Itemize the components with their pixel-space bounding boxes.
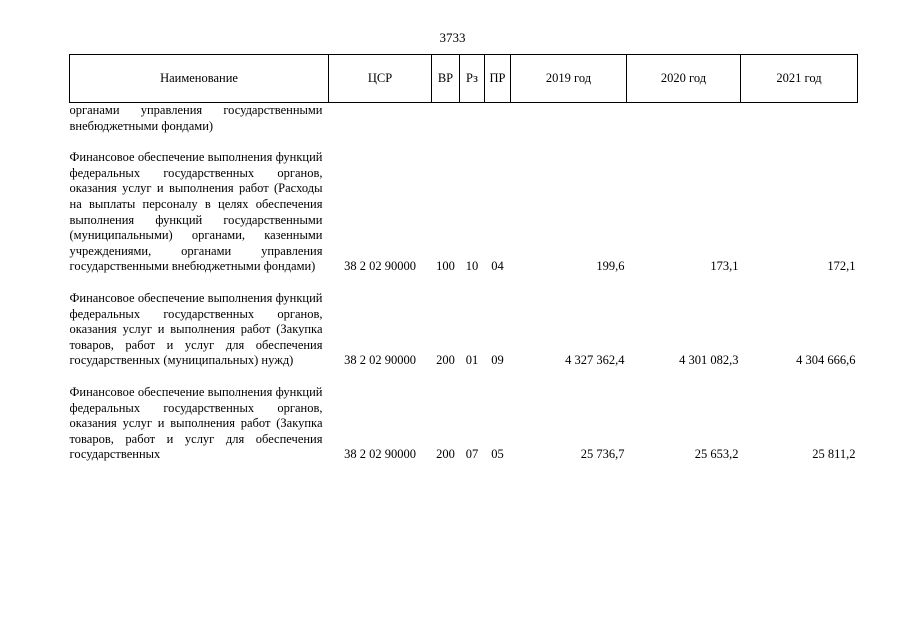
row-gap <box>70 369 858 385</box>
row-name: Финансовое обеспечение выполнения функций федеральных государственных органов, оказания услуг и выполнения работ (Расходы на выплаты персоналу в целях обеспечения выполнения функций государственными (муниципальными) органами, казенными учреждениями, органами управления государственными внебюджетными фондами) <box>69 150 323 274</box>
row-name: органами управления государственными внебюджетными фондами) <box>69 103 323 133</box>
row-2019: 199,6 <box>596 259 625 274</box>
row-2020: 173,1 <box>710 259 739 274</box>
row-csr: 38 2 02 90000 <box>344 353 416 368</box>
row-rz <box>460 103 485 135</box>
row-gap <box>70 275 858 291</box>
row-vr: 200 <box>436 447 455 462</box>
table-row <box>70 385 858 463</box>
row-2019: 4 327 362,4 <box>565 353 625 368</box>
table-row <box>70 150 858 275</box>
row-pr: 05 <box>491 447 504 462</box>
header-vr: ВР <box>432 55 460 103</box>
table-header-row <box>70 55 858 103</box>
row-csr <box>329 103 432 135</box>
header-2019: 2019 год <box>511 55 627 103</box>
row-2021 <box>741 103 858 135</box>
row-2019: 25 736,7 <box>580 447 625 462</box>
row-2020 <box>627 103 741 135</box>
budget-table <box>69 54 858 463</box>
header-rz: Рз <box>460 55 485 103</box>
row-rz: 07 <box>465 447 479 462</box>
header-2020: 2020 год <box>627 55 741 103</box>
header-csr: ЦСР <box>329 55 432 103</box>
row-name: Финансовое обеспечение выполнения функций федеральных государственных органов, оказания услуг и выполнения работ (Закупка товаров, работ и услуг для обеспечения государственных <box>69 384 323 462</box>
row-2021: 4 304 666,6 <box>796 353 856 368</box>
row-pr: 09 <box>491 353 504 368</box>
row-2021: 172,1 <box>827 259 856 274</box>
row-rz: 10 <box>465 259 479 274</box>
header-pr: ПР <box>485 55 511 103</box>
row-vr <box>432 103 460 135</box>
row-gap <box>70 134 858 150</box>
row-2021: 25 811,2 <box>812 447 856 462</box>
header-2021: 2021 год <box>741 55 858 103</box>
row-2020: 4 301 082,3 <box>679 353 739 368</box>
header-name: Наименование <box>70 55 329 103</box>
row-pr <box>485 103 511 135</box>
row-vr: 200 <box>436 353 455 368</box>
table-row <box>70 103 858 135</box>
row-vr: 100 <box>436 259 455 274</box>
row-2020: 25 653,2 <box>694 447 739 462</box>
page-number: 3733 <box>439 30 466 45</box>
row-csr: 38 2 02 90000 <box>344 259 416 274</box>
row-name: Финансовое обеспечение выполнения функций федеральных государственных органов, оказания услуг и выполнения работ (Закупка товаров, работ и услуг для обеспечения государственных (муниципальных) нужд) <box>69 290 323 368</box>
row-2019 <box>511 103 627 135</box>
row-pr: 04 <box>491 259 504 274</box>
row-rz: 01 <box>465 353 479 368</box>
row-csr: 38 2 02 90000 <box>344 447 416 462</box>
table-row <box>70 291 858 369</box>
